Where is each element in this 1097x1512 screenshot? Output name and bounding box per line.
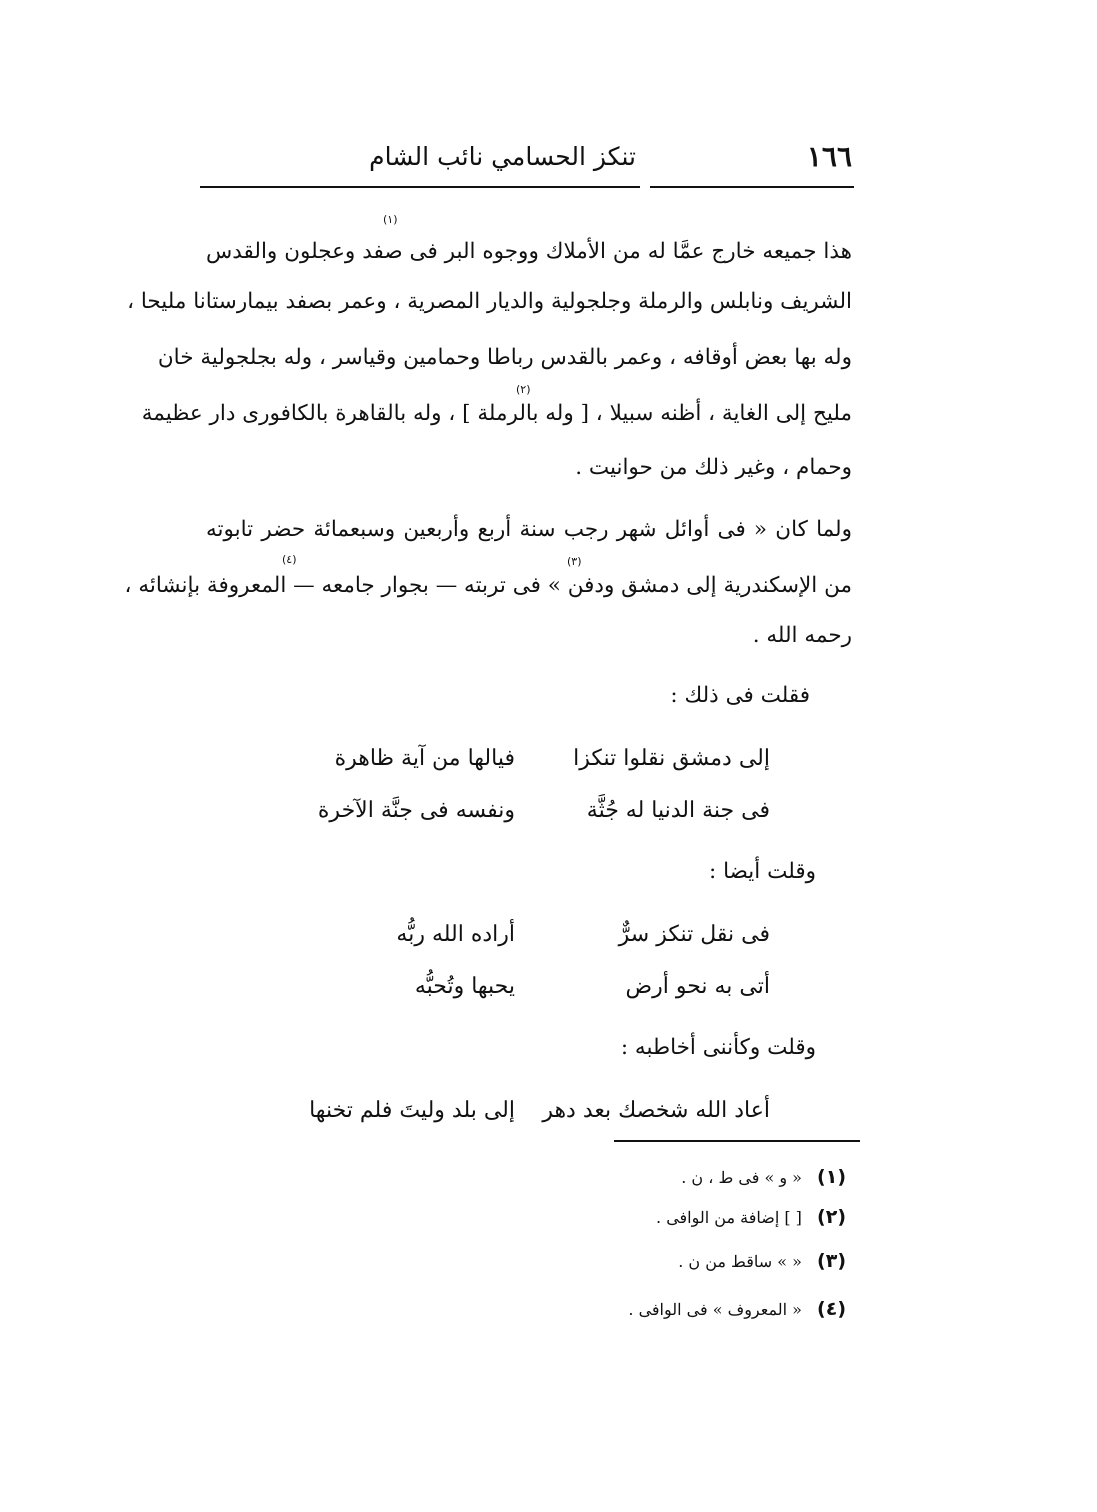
footnote: [520, 1248, 846, 1275]
verse-second-hemistich: يحبها وتُحبُّه: [414, 974, 515, 999]
footnote-text: « و » فى ط ، ن .: [681, 1168, 802, 1187]
note-mark-4: (٤): [282, 553, 297, 566]
paragraph-line: هذا جميعه خارج عمَّا له من الأملاك ووجوه البر فى صفد وعجلون والقدس: [206, 239, 852, 264]
note-mark-2: (٢): [516, 383, 531, 396]
footnote-text: [ ] إضافة من الوافى .: [656, 1208, 802, 1227]
paragraph-line: رحمه الله .: [752, 623, 852, 648]
verse-second-hemistich: إلى بلد وليتَ فلم تخنها: [309, 1098, 515, 1123]
paragraph-line: من الإسكندرية إلى دمشق ودفن » فى تربته — بجوار جامعه — المعروفة بإنشائه ،: [124, 573, 852, 598]
footnote: [520, 1204, 846, 1231]
paragraph-line: مليح إلى الغاية ، أظنه سبيلا ، [ وله بالرملة ] ، وله بالقاهرة بالكافورى دار عظيمة: [141, 401, 852, 426]
verse-first-hemistich: فى جنة الدنيا له جُثَّة: [586, 798, 770, 823]
footnote-number: (٢): [817, 1206, 846, 1228]
footnote: [520, 1164, 846, 1191]
verse-line: [290, 1094, 770, 1130]
header-rule: [200, 186, 640, 188]
footnote-number: (١): [817, 1166, 846, 1188]
verse-line: [290, 742, 770, 778]
footnote-text: « المعروف » فى الوافى .: [628, 1300, 802, 1319]
running-title: تنكز الحسامي نائب الشام: [369, 142, 636, 171]
verse-second-hemistich: ونفسه فى جنَّة الآخرة: [317, 798, 515, 823]
footnote-number: (٤): [817, 1298, 846, 1320]
verse-second-hemistich: أراده الله ربُّه: [396, 922, 515, 947]
verse-first-hemistich: أتى به نحو أرض: [625, 974, 770, 999]
footnote-text: « » ساقط من ن .: [678, 1252, 802, 1271]
verse-line: [290, 970, 770, 1006]
page-number: ١٦٦: [806, 140, 852, 173]
footnote: [520, 1296, 846, 1323]
verse-second-hemistich: فيالها من آية ظاهرة: [334, 746, 515, 771]
note-mark-1: (١): [383, 213, 398, 226]
poem-intro: وقلت أيضا :: [709, 859, 816, 884]
paragraph-line: الشريف ونابلس والرملة وجلجولية والديار المصرية ، وعمر بصفد بيمارستانا مليحا ،: [127, 289, 852, 314]
verse-first-hemistich: فى نقل تنكز سرٌّ: [618, 922, 770, 947]
poem-intro: وقلت وكأننى أخاطبه :: [620, 1035, 816, 1060]
note-mark-3: (٣): [567, 555, 582, 568]
verse-first-hemistich: أعاد الله شخصك بعد دهر: [542, 1098, 770, 1123]
footnote-number: (٣): [817, 1250, 846, 1272]
verse-line: [290, 918, 770, 954]
verse-first-hemistich: إلى دمشق نقلوا تنكزا: [573, 746, 770, 771]
paragraph-line: وله بها بعض أوقافه ، وعمر بالقدس رباطا وحمامين وقياسر ، وله بجلجولية خان: [157, 345, 852, 370]
paragraph-line: ولما كان « فى أوائل شهر رجب سنة أربع وأربعين وسبعمائة حضر تابوته: [206, 517, 852, 542]
footnote-rule: [614, 1140, 860, 1142]
poem-intro: فقلت فى ذلك :: [670, 683, 810, 708]
verse-line: [290, 794, 770, 830]
paragraph-line: وحمام ، وغير ذلك من حوانيت .: [575, 455, 852, 480]
header-rule-short: [650, 186, 854, 188]
